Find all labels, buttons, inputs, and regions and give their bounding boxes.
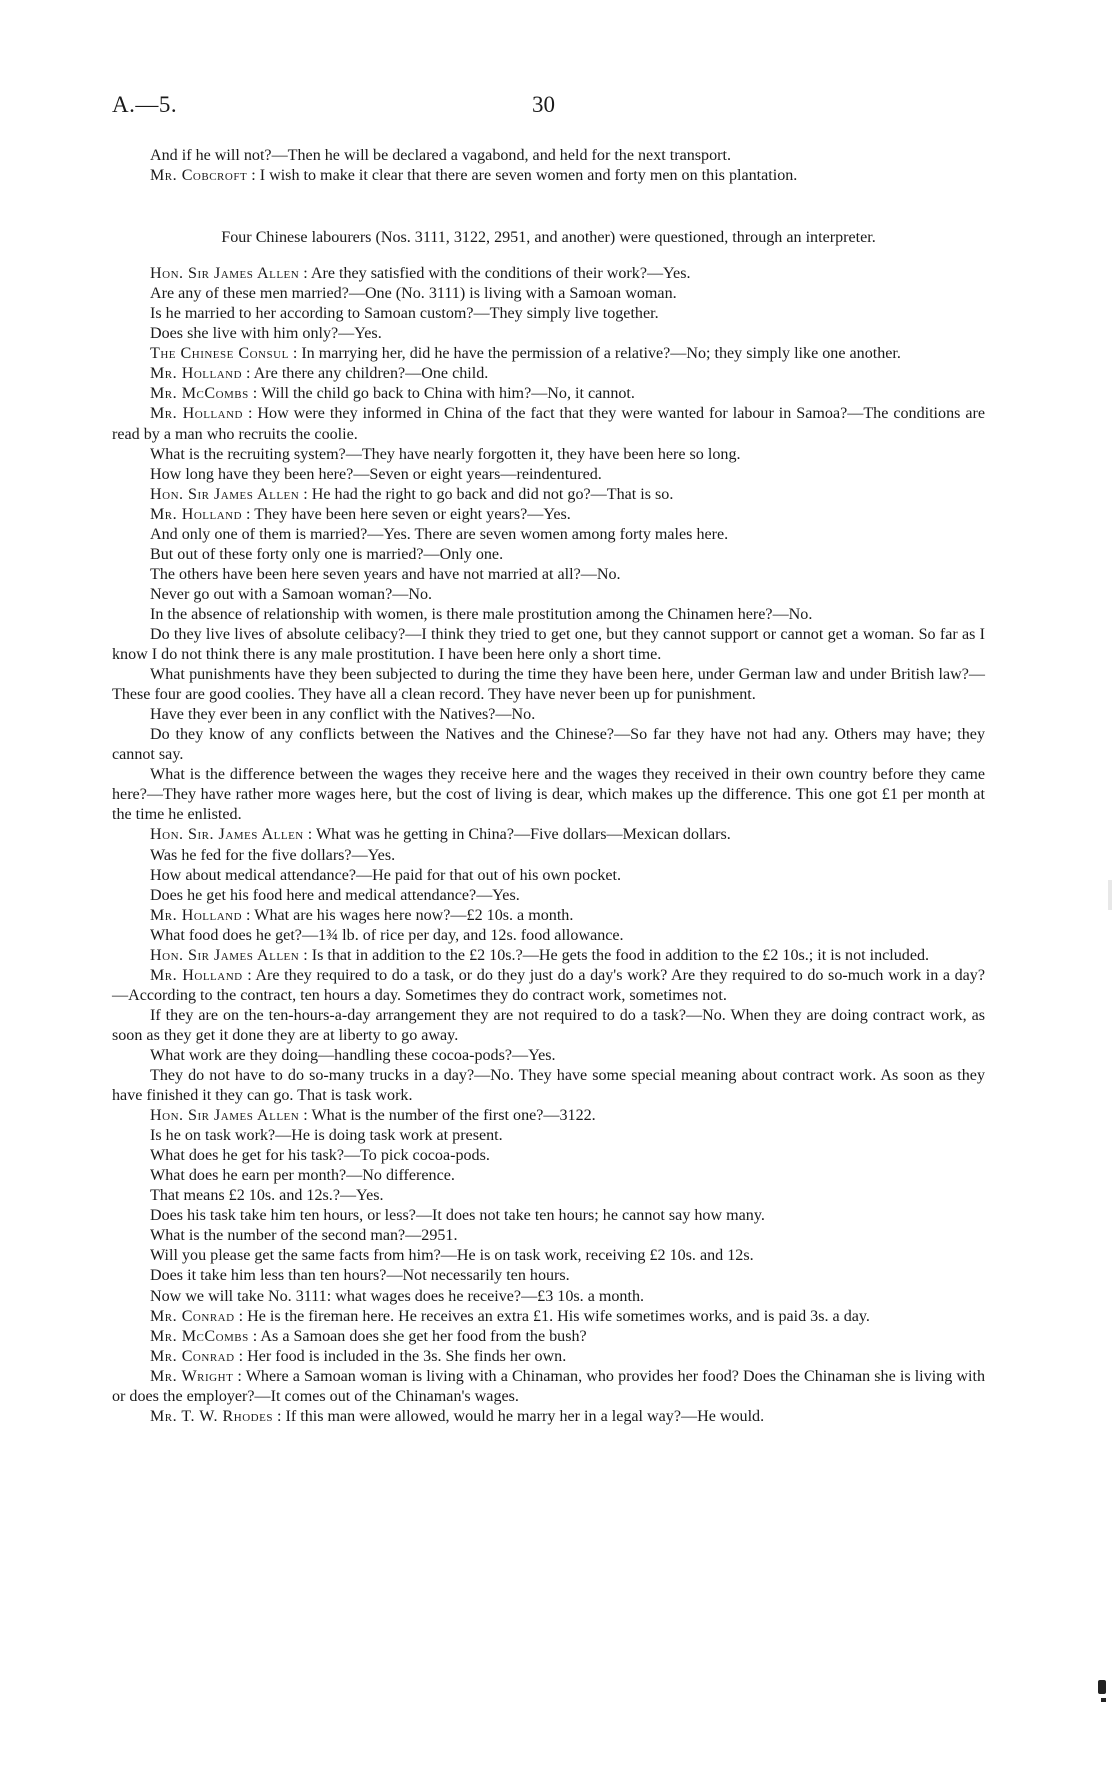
paragraph xyxy=(112,465,985,485)
question-text: Are they satisfied with the conditions of their work?—Yes. xyxy=(310,265,691,283)
question-text: As a Samoan does she get her food from the bush? xyxy=(260,1327,587,1345)
speaker-name: Hon. Sir James Allen xyxy=(150,946,300,964)
intro-text: Four Chinese labourers (Nos. 3111, 3122, 2951, and another) were questioned, through an interpreter. xyxy=(221,229,876,247)
speaker-name: Mr. Cobcroft xyxy=(150,167,248,185)
question-text: What was he getting in China?—Five dollars—Mexican dollars. xyxy=(315,826,731,844)
question-text: What is the recruiting system?—They have nearly forgotten it, they have been here so long. xyxy=(150,445,741,463)
question-text: Is he married to her according to Samoan custom?—They simply live together. xyxy=(150,305,659,323)
question-text: What is the number of the second man?—2951. xyxy=(150,1227,458,1245)
question-text: If this man were allowed, would he marry her in a legal way?—He would. xyxy=(285,1407,765,1425)
document-reference: A.—5. xyxy=(112,92,178,117)
paragraph xyxy=(112,665,985,705)
paragraph: Hon. Sir James Allen : Is that in addition to the £2 10s.?—He gets the food in addition to the £2 10s.; it is not included. xyxy=(150,946,930,964)
paragraph xyxy=(112,445,985,465)
paragraph xyxy=(112,846,985,866)
question-text: Was he fed for the five dollars?—Yes. xyxy=(150,846,396,864)
paragraph: Mr. T. W. Rhodes : If this man were allowed, would he marry her in a legal way?—He would. xyxy=(150,1407,765,1425)
paragraph: Mr. Holland : Are there any children?—One child. xyxy=(150,365,489,383)
speaker-name: Mr. Holland xyxy=(150,505,243,523)
paragraph: Mr. McCombs : Will the child go back to China with him?—No, it cannot. xyxy=(150,385,635,403)
paragraph: Mr. Cobcroft : I wish to make it clear that there are seven women and forty men on this plantation. xyxy=(150,167,798,185)
paragraph xyxy=(112,1046,985,1066)
paragraph xyxy=(112,284,985,304)
paragraph xyxy=(112,304,985,324)
question-text: That means £2 10s. and 12s.?—Yes. xyxy=(150,1187,384,1205)
paragraph xyxy=(112,585,985,605)
speaker-name: The Chinese Consul xyxy=(150,345,289,363)
page-header xyxy=(112,92,992,128)
speaker-name: Mr. Wright xyxy=(150,1367,234,1385)
question-text: He had the right to go back and did not go?—That is so. xyxy=(311,485,674,503)
paragraph xyxy=(112,1146,985,1166)
question-text: Will you please get the same facts from him?—He is on task work, receiving £2 10s. and 12s. xyxy=(150,1247,754,1265)
paragraph xyxy=(112,926,985,946)
question-text: In the absence of relationship with women, is there male prostitution among the Chinamen here?—No. xyxy=(150,605,813,623)
speaker-name: Mr. T. W. Rhodes xyxy=(150,1407,273,1425)
question-text: What is the number of the first one?—3122. xyxy=(311,1107,596,1125)
paragraph xyxy=(112,565,985,585)
question-text: Are any of these men married?—One (No. 3111) is living with a Samoan woman. xyxy=(150,285,677,303)
paragraph xyxy=(112,625,985,665)
question-text: How about medical attendance?—He paid for that out of his own pocket. xyxy=(150,866,622,884)
paragraph: Mr. Holland : How were they informed in China of the fact that they were wanted for labour in Samoa?—The conditions are read by a man who recruits the coolie. xyxy=(112,405,985,443)
paragraph xyxy=(112,545,985,565)
paragraph xyxy=(112,866,985,886)
speaker-name: Mr. Holland xyxy=(150,365,243,383)
paragraph: Hon. Sir James Allen : What is the number of the first one?—3122. xyxy=(150,1107,596,1125)
speaker-name: Mr. McCombs xyxy=(150,1327,249,1345)
scan-artifact xyxy=(1098,1680,1106,1694)
paragraph xyxy=(112,725,985,765)
answer-text: And if he will not?—Then he will be declared a vagabond, and held for the next transport. xyxy=(150,147,731,164)
speaker-name: Hon. Sir James Allen xyxy=(150,1107,300,1125)
question-text: Where a Samoan woman is living with a Chinaman, who provides her food? Does the Chinaman she is living with or does the employer?—It comes out of the Chinaman's wages. xyxy=(112,1367,985,1405)
question-text: Do they live lives of absolute celibacy?—I think they tried to get one, but they cannot support or cannot get a woman. So far as I know I do not think there is any male prostitution. I have been here only a short time. xyxy=(112,625,985,664)
question-text: Do they know of any conflicts between the Natives and the Chinese?—So far they have not had any. Others may have; they cannot say. xyxy=(112,726,985,764)
paragraph xyxy=(112,1006,985,1046)
paragraph: Hon. Sir James Allen : He had the right to go back and did not go?—That is so. xyxy=(150,485,674,503)
question-text: How long have they been here?—Seven or eight years—reindentured. xyxy=(150,465,602,483)
question-text: What work are they doing—handling these cocoa-pods?—Yes. xyxy=(150,1046,556,1064)
speaker-name: Mr. Conrad xyxy=(150,1307,235,1325)
question-text: How were they informed in China of the fact that they were wanted for labour in Samoa?—The conditions are read by a man who recruits the coolie. xyxy=(112,405,985,443)
speaker-name: Hon. Sir James Allen xyxy=(150,485,300,503)
speaker-name: Mr. Conrad xyxy=(150,1347,235,1365)
paragraph: Hon. Sir. James Allen : What was he getting in China?—Five dollars—Mexican dollars. xyxy=(150,826,731,844)
paragraph xyxy=(112,1287,985,1307)
question-text: What does he earn per month?—No difference. xyxy=(150,1167,455,1185)
speaker-name: Mr. Holland xyxy=(150,966,243,984)
statement-text: Her food is included in the 3s. She finds her own. xyxy=(247,1347,567,1365)
question-text: What food does he get?—1¾ lb. of rice per day, and 12s. food allowance. xyxy=(150,926,624,944)
paragraph: Mr. Wright : Where a Samoan woman is living with a Chinaman, who provides her food? Does the Chinaman she is living with or does the employer?—It comes out of the Chinaman's wages. xyxy=(112,1367,985,1405)
question-text: What is the difference between the wages they receive here and the wages they received in their own country before they came here?—They have rather more wages here, but the cost of living is dear, which makes up the difference. This one got £1 per month at the time he enlisted. xyxy=(112,766,985,824)
speaker-name: Hon. Sir James Allen xyxy=(150,265,300,283)
scan-artifact xyxy=(1101,1698,1106,1702)
spacer xyxy=(112,186,985,228)
question-text: Does she live with him only?—Yes. xyxy=(150,325,382,343)
paragraph: The Chinese Consul : In marrying her, did he have the permission of a relative?—No; they simply like one another. xyxy=(150,345,901,363)
paragraph xyxy=(112,525,985,545)
question-text: Does he get his food here and medical attendance?—Yes. xyxy=(150,886,520,904)
question-text: Is that in addition to the £2 10s.?—He gets the food in addition to the £2 10s.; it is not included. xyxy=(311,946,930,964)
question-text: Never go out with a Samoan woman?—No. xyxy=(150,585,433,603)
paragraph xyxy=(112,1206,985,1226)
question-text: Does his task take him ten hours, or less?—It does not take ten hours; he cannot say how many. xyxy=(150,1207,765,1225)
paragraph: Mr. Holland : What are his wages here now?—£2 10s. a month. xyxy=(150,906,574,924)
question-text: If they are on the ten-hours-a-day arrangement they are not required to do a task?—No. When they are doing contract work, as soon as they get it done they are at liberty to go away. xyxy=(112,1006,985,1044)
question-text: Are there any children?—One child. xyxy=(253,365,489,383)
page-body xyxy=(112,146,985,1427)
paragraph xyxy=(112,1226,985,1246)
paragraph xyxy=(112,886,985,906)
paragraph xyxy=(112,765,985,825)
question-text: The others have been here seven years and have not married at all?—No. xyxy=(150,565,621,583)
question-text: Does it take him less than ten hours?—Not necessarily ten hours. xyxy=(150,1267,570,1285)
paragraph xyxy=(112,605,985,625)
speaker-name: Mr. McCombs xyxy=(150,385,249,403)
question-text: Now we will take No. 3111: what wages does he receive?—£3 10s. a month. xyxy=(150,1287,645,1305)
paragraph: Mr. Conrad : Her food is included in the 3s. She finds her own. xyxy=(150,1347,567,1365)
question-text: Is he on task work?—He is doing task work at present. xyxy=(150,1127,503,1145)
question-text: But out of these forty only one is married?—Only one. xyxy=(150,545,504,563)
statement-text: I wish to make it clear that there are seven women and forty men on this plantation. xyxy=(259,167,798,185)
paragraph xyxy=(112,324,985,344)
paragraph xyxy=(112,705,985,725)
spacer xyxy=(112,248,985,264)
question-text: In marrying her, did he have the permission of a relative?—No; they simply like one another. xyxy=(301,345,901,363)
question-text: What are his wages here now?—£2 10s. a month. xyxy=(254,906,574,924)
paragraph xyxy=(112,1066,985,1106)
question-text: What punishments have they been subjected to during the time they have been here, under German law and under British law?—These four are good coolies. They have all a clean record. They have never been up for punishment. xyxy=(112,666,985,704)
paragraph: Mr. Conrad : He is the fireman here. He receives an extra £1. His wife sometimes works, and is paid 3s. a day. xyxy=(150,1307,870,1325)
paragraph xyxy=(112,1126,985,1146)
question-text: Are they required to do a task, or do they just do a day's work? Are they required to do so-much work in a day?—According to the contract, ten hours a day. Sometimes they do contract work, sometimes not. xyxy=(112,966,986,1004)
paragraph: Mr. Holland : They have been here seven or eight years?—Yes. xyxy=(150,505,571,523)
statement-text: He is the fireman here. He receives an extra £1. His wife sometimes works, and is paid 3s. a day. xyxy=(247,1307,870,1325)
paragraph xyxy=(112,1186,985,1206)
section-intro xyxy=(112,228,985,248)
paragraph xyxy=(112,1266,985,1286)
question-text: Will the child go back to China with him?—No, it cannot. xyxy=(261,385,635,403)
paragraph: Mr. McCombs : As a Samoan does she get her food from the bush? xyxy=(150,1327,587,1345)
speaker-name: Hon. Sir. James Allen xyxy=(150,826,304,844)
question-text: And only one of them is married?—Yes. There are seven women among forty males here. xyxy=(150,525,729,543)
question-text: They have been here seven or eight years?—Yes. xyxy=(254,505,571,523)
speaker-name: Mr. Holland xyxy=(150,405,243,423)
paragraph xyxy=(112,1246,985,1266)
paragraph xyxy=(112,1166,985,1186)
question-text: Have they ever been in any conflict with the Natives?—No. xyxy=(150,706,536,724)
question-text: What does he get for his task?—To pick cocoa-pods. xyxy=(150,1147,490,1165)
question-text: They do not have to do so-many trucks in a day?—No. They have some special meaning about contract work. As soon as they have finished it they can go. That is task work. xyxy=(112,1067,985,1105)
speaker-name: Mr. Holland xyxy=(150,906,243,924)
page-number: 30 xyxy=(532,92,555,117)
paragraph xyxy=(112,146,985,166)
paragraph: Hon. Sir James Allen : Are they satisfied with the conditions of their work?—Yes. xyxy=(150,265,691,283)
scan-artifact xyxy=(1108,880,1112,910)
paragraph: Mr. Holland : Are they required to do a task, or do they just do a day's work? Are they required to do so-much work in a day?—According to the contract, ten hours a day. Sometimes they do contract work, sometimes not. xyxy=(112,966,986,1004)
